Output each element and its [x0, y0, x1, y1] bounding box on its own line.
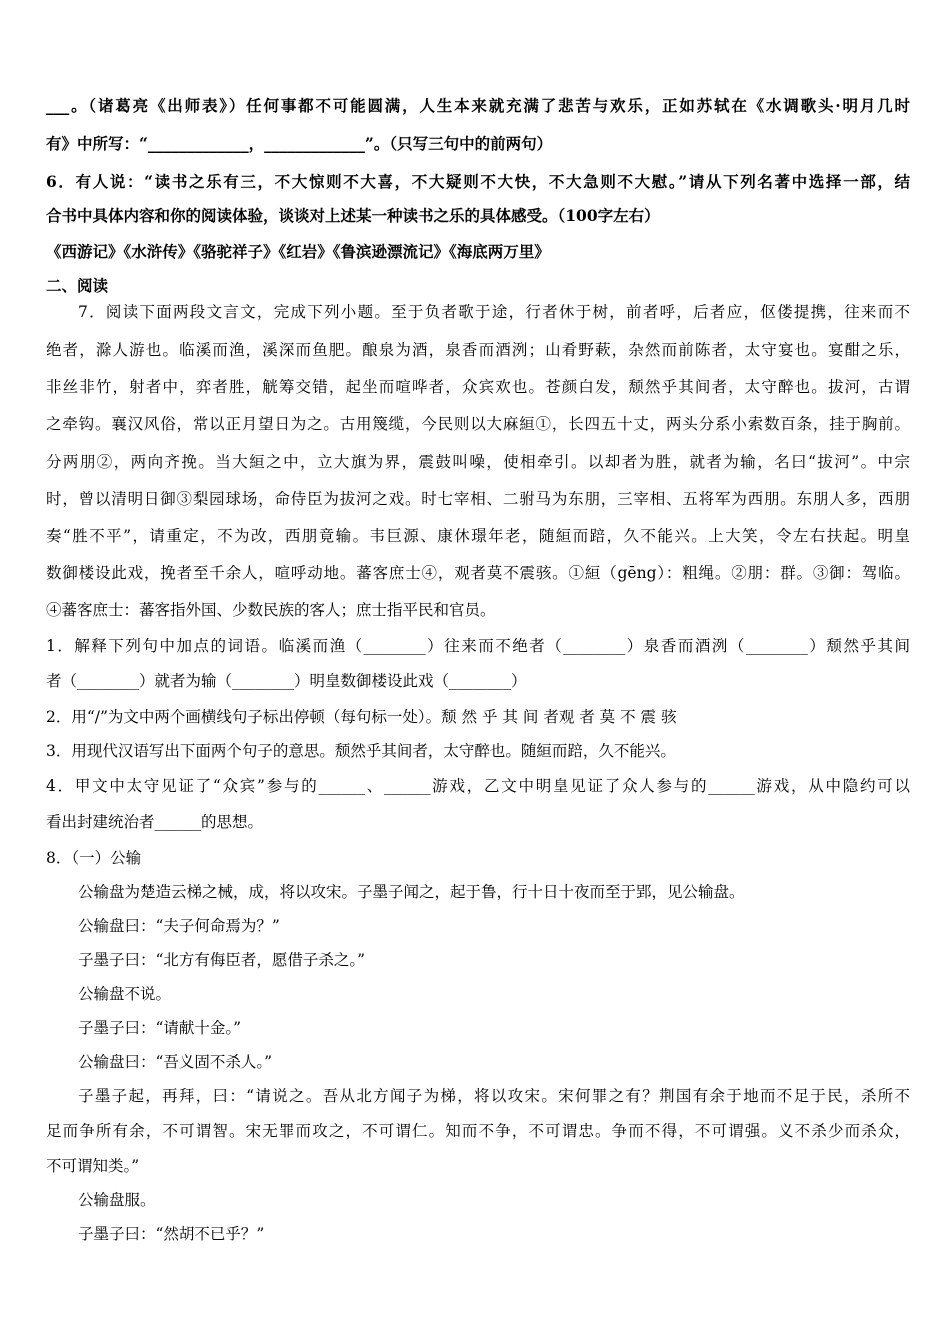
- passage-line: 分两朋②，两向齐挽。当大絙之中，立大旗为界，震鼓叫噪，使相牵引。以却者为胜，就者为输，名曰“拔河”。中宗: [46, 453, 910, 471]
- passage-line: 绝者，滁人游也。临溪而渔，溪深而鱼肥。酿泉为酒，泉香而酒洌；山肴野蔌，杂然而前陈者，太守宴也。宴酣之乐，: [46, 341, 910, 359]
- passage-note: ④蕃客庶士：蕃客指外国、少数民族的客人；庶士指平民和官员。: [46, 601, 496, 619]
- passage-line: 之牵钩。襄汉风俗，常以正月望日为之。古用篾缆，今民则以大麻絙①，长四五十丈，两头分系小索数百条，挂于胸前。: [46, 415, 910, 433]
- passage-line: 子墨子曰：“然胡不已乎？”: [78, 1225, 265, 1243]
- passage-line: 公输盘曰：“吾义固不杀人。”: [78, 1053, 273, 1071]
- passage-line: 非丝非竹，射者中，弈者胜，觥筹交错，起坐而喧哗者，众宾欢也。苍颜白发，颓然乎其间者，太守醉也。拔河，古谓: [46, 378, 910, 396]
- passage-line: 公输盘不说。: [78, 985, 172, 1003]
- section-heading: 二、阅读: [46, 276, 109, 295]
- passage-line: 不可谓知类。”: [46, 1157, 140, 1175]
- question-6: 6．有人说：“读书之乐有三，不大惊则不大喜，不大疑则不大快，不大急则不大慰。”请从下列名著中选择一部，结: [46, 172, 910, 191]
- passage-line: 子墨子起，再拜，曰：“请说之。吾从北方闻子为梯，将以攻宋。宋何罪之有？荆国有余于地而不足于民，杀所不: [78, 1087, 910, 1105]
- sub-question-2: 2．用“/”为文中两个画横线句子标出停顿（每句标一处）。颓 然 乎 其 间 者观 者 莫 不 震 骇: [46, 708, 677, 726]
- passage-line: 足而争所有余，不可谓智。宋无罪而攻之，不可谓仁。知而不争，不可谓忠。争而不得，不可谓强。义不杀少而杀众，: [46, 1122, 910, 1140]
- text-line: 者（________）就者为输（________）明皇数御楼设此戏（________）: [46, 672, 527, 690]
- sub-question-3: 3．用现代汉语写出下面两个句子的意思。颓然乎其间者，太守醉也。随絙而踣，久不能兴。: [46, 742, 676, 760]
- passage-line: 子墨子曰：“请献十金。”: [78, 1019, 242, 1037]
- sub-question-4: 4．甲文中太守见证了“众宾”参与的______、______游戏，乙文中明皇见证了众人参与的______游戏，从中隐约可以: [46, 777, 910, 795]
- text-line: 合书中具体内容和你的阅读体验，谈谈对上述某一种读书之乐的具体感受。（100字左右）: [46, 206, 660, 225]
- passage-line: 子墨子曰：“北方有侮臣者，愿借子杀之。”: [78, 951, 366, 969]
- text-line: ___。（诸葛亮《出师表》）任何事都不可能圆满，人生本来就充满了悲苦与欢乐，正如苏轼在《水调歌头·明月几时: [46, 96, 910, 115]
- passage-line: 公输盘服。: [78, 1191, 156, 1209]
- passage-line: 公输盘为楚造云梯之械，成，将以攻宋。子墨子闻之，起于鲁，行十日十夜而至于郢，见公输盘。: [78, 883, 745, 901]
- passage-line: 公输盘曰：“夫子何命焉为？”: [78, 917, 280, 935]
- passage-line: 数御楼设此戏，挽者至千余人，喧呼动地。蕃客庶士④，观者莫不震骇。①絙（gēng）：粗绳。②朋：群。③御：驾临。: [46, 564, 910, 582]
- text-line: 看出封建统治者______的思想。: [46, 813, 264, 831]
- passage-line: 时，曾以清明日御③梨园球场，命侍臣为拔河之戏。时七宰相、二驸马为东朋，三宰相、五将军为西朋。东朋人多，西朋: [46, 490, 910, 508]
- question-8: 8．（一）公输: [46, 849, 142, 867]
- question-7: 7．阅读下面两段文言文，完成下列小题。至于负者歌于途，行者休于树，前者呼，后者应，伛偻提携，往来而不: [78, 303, 910, 321]
- passage-line: 奏“胜不平”，请重定，不为改，西朋竟输。韦巨源、康休璟年老，随絙而踣，久不能兴。上大笑，令左右扶起。明皇: [46, 527, 910, 545]
- text-line: 有》中所写：“_____________，_____________”。（只写三句中的前两句）: [46, 134, 553, 153]
- book-list: 《西游记》《水浒传》《骆驼祥子》《红岩》《鲁滨逊漂流记》《海底两万里》: [46, 242, 550, 261]
- sub-question-1: 1．解释下列句中加点的词语。临溪而渔（________）往来而不绝者（________）泉香而酒洌（________）颓然乎其间: [46, 637, 910, 655]
